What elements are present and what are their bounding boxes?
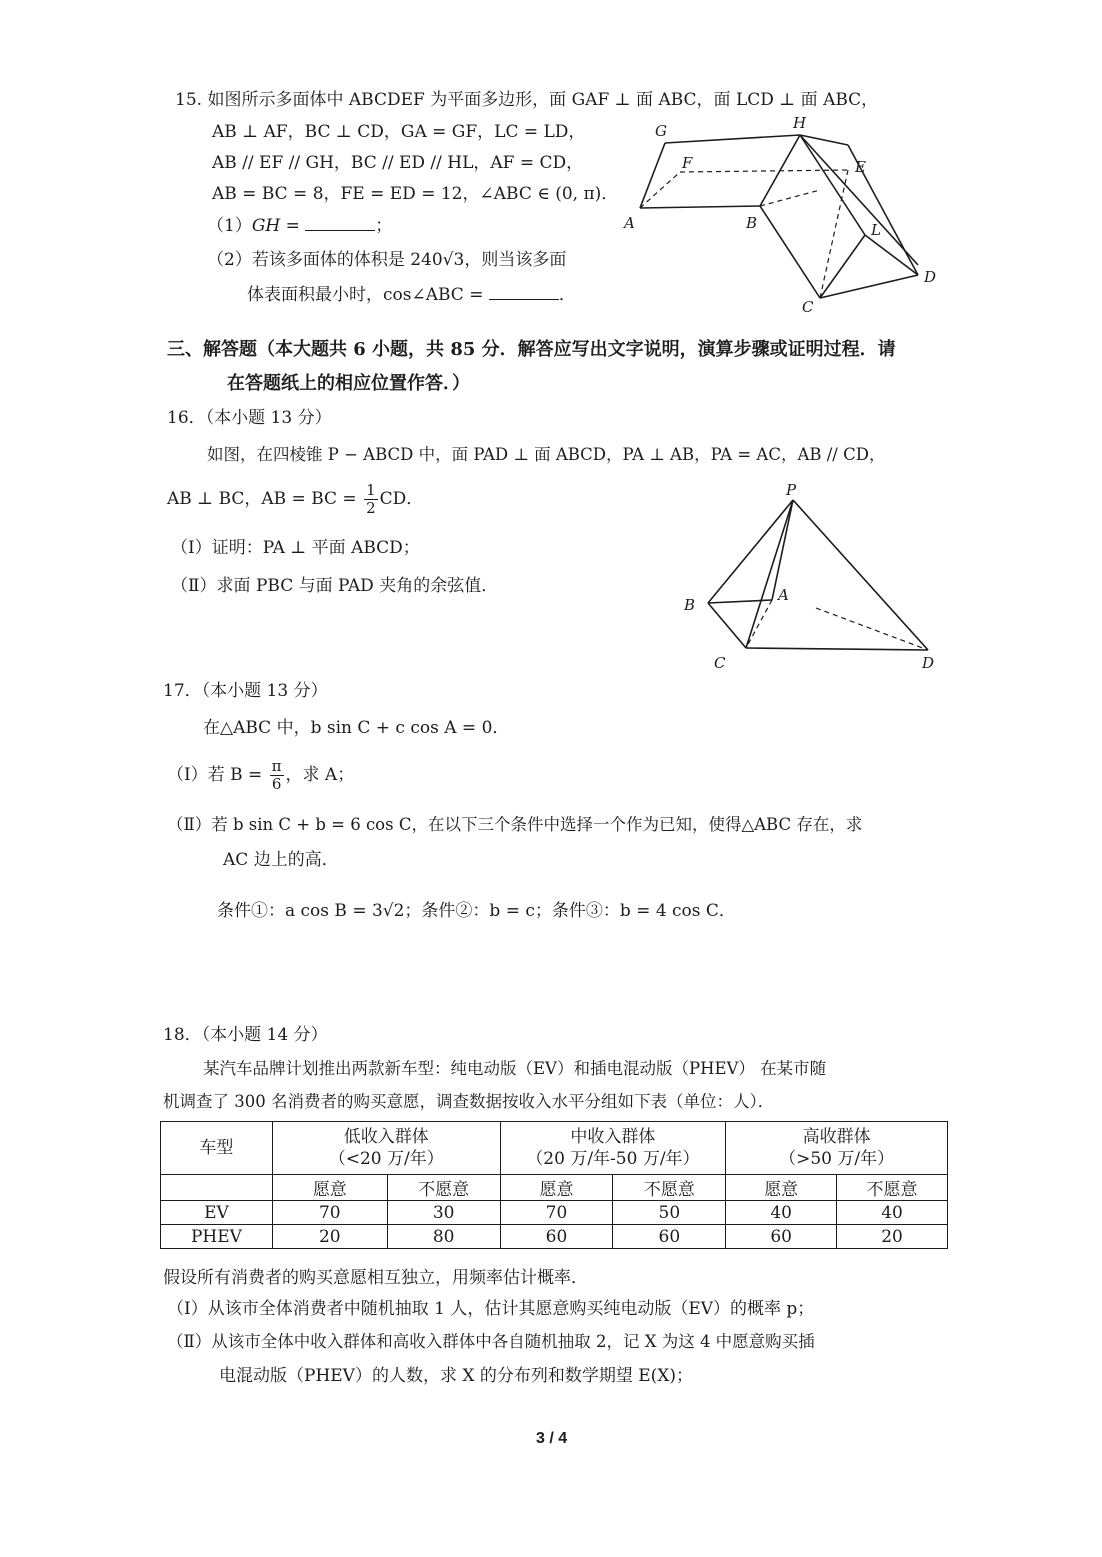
- q15-part2-answer-blank: [489, 283, 559, 300]
- q17-fraction: [270, 758, 284, 793]
- table-row-label: PHEV: [161, 1225, 273, 1249]
- q15-part1: [207, 214, 392, 238]
- q15-label-h: H: [793, 114, 807, 132]
- q16-label-c: C: [714, 654, 726, 672]
- low-willing-header: 愿意: [272, 1175, 387, 1201]
- q15-part1-suffix: ；: [375, 216, 393, 236]
- q15-part2-line2: [247, 283, 576, 307]
- q16-line2-suffix: CD．: [379, 489, 424, 509]
- q15-line1: [175, 88, 878, 112]
- q18-line1: 某汽车品牌计划推出两款新车型：纯电动版（EV）和插电混动版（PHEV） 在某市随: [203, 1059, 827, 1078]
- low-income-range: （<20 万/年）: [328, 1149, 444, 1169]
- q15-part2-prefix: 体表面积最小时，: [247, 285, 383, 305]
- q17-part2-line1: （Ⅱ）若 b sin C + b = 6 cos C，在以下三个条件中选择一个作为已知，使得△ABC 存在，求: [167, 815, 863, 834]
- q17-frac-den: 6: [271, 775, 282, 793]
- table-cell: 80: [387, 1225, 500, 1249]
- q17-header: 17．（本小题 13 分）: [163, 681, 328, 701]
- table-cell: 20: [837, 1225, 948, 1249]
- q15-label-a: A: [624, 214, 635, 232]
- q16-line2-prefix: AB ⊥ BC，AB = BC =: [167, 489, 357, 509]
- q15-label-f: F: [682, 154, 693, 172]
- q16-pyramid-figure: [676, 478, 946, 674]
- table-header-type: 车型: [161, 1122, 273, 1175]
- table-header-low-income: [272, 1122, 500, 1175]
- q16-label-a: A: [778, 586, 789, 604]
- table-cell: 50: [613, 1201, 726, 1225]
- table-row-phev: [161, 1225, 948, 1249]
- table-cell: 60: [726, 1225, 837, 1249]
- table-subheader-empty: [161, 1175, 273, 1201]
- table-cell: 60: [500, 1225, 613, 1249]
- high-unwilling-header: 不愿意: [837, 1175, 948, 1201]
- q16-label-d: D: [922, 654, 935, 672]
- q18-line2: 机调查了 300 名消费者的购买意愿，调查数据按收入水平分组如下表（单位：人）．: [163, 1092, 775, 1111]
- table-header-high-income: [726, 1122, 948, 1175]
- q15-label-b: B: [746, 214, 758, 232]
- q15-label-e: E: [855, 158, 866, 176]
- q16-part2: （Ⅱ）求面 PBC 与面 PAD 夹角的余弦值．: [171, 576, 499, 596]
- q16-frac-den: 2: [366, 499, 376, 517]
- q15-line2: AB ⊥ AF，BC ⊥ CD，GA = GF，LC = LD，: [212, 122, 586, 142]
- q15-part1-answer-blank: [305, 214, 375, 231]
- table-cell: 60: [613, 1225, 726, 1249]
- high-willing-header: 愿意: [726, 1175, 837, 1201]
- q18-header: 18．（本小题 14 分）: [163, 1025, 328, 1045]
- q16-part1: （Ⅰ）证明：PA ⊥ 平面 ABCD；: [171, 538, 420, 558]
- q15-part1-prefix: （1）: [207, 216, 252, 236]
- mid-income-range: （20 万/年-50 万/年）: [526, 1149, 700, 1169]
- q15-part2-line1: （2）若该多面体的体积是 240√3，则当该多面: [207, 250, 567, 270]
- q17-part1-prefix: （Ⅰ）若 B =: [167, 765, 263, 785]
- q18-assumption: 假设所有消费者的购买意愿相互独立，用频率估计概率．: [163, 1268, 588, 1288]
- mid-willing-header: 愿意: [500, 1175, 613, 1201]
- q15-part1-expr: GH =: [251, 216, 300, 236]
- q17-line1: 在△ABC 中，b sin C + c cos A = 0．: [203, 718, 510, 738]
- low-income-name: 低收入群体: [343, 1127, 429, 1147]
- mid-income-name: 中收入群体: [570, 1127, 656, 1147]
- table-row-ev: [161, 1201, 948, 1225]
- q15-label-g: G: [655, 122, 667, 140]
- q15-line3: AB // EF // GH，BC // ED // HL，AF = CD，: [212, 153, 584, 173]
- table-cell: 20: [272, 1225, 387, 1249]
- q15-label-l: L: [871, 221, 881, 239]
- q17-conditions: 条件①：a cos B = 3√2；条件②：b = c；条件③：b = 4 cos C．: [217, 901, 736, 921]
- high-income-range: （>50 万/年）: [779, 1149, 895, 1169]
- table-cell: 40: [837, 1201, 948, 1225]
- table-cell: 30: [387, 1201, 500, 1225]
- low-unwilling-header: 不愿意: [387, 1175, 500, 1201]
- q16-line2: [167, 482, 423, 517]
- q17-frac-num: π: [271, 757, 282, 775]
- q17-part2-line2: AC 边上的高．: [223, 850, 339, 870]
- q15-label-c: C: [802, 298, 814, 316]
- table-cell: 70: [272, 1201, 387, 1225]
- table-row-label: EV: [161, 1201, 273, 1225]
- q17-part1-suffix: ，求 A；: [285, 765, 355, 785]
- q18-part1: （Ⅰ）从该市全体消费者中随机抽取 1 人，估计其愿意购买纯电动版（EV）的概率 p；: [167, 1299, 815, 1319]
- table-subheader-row: [161, 1175, 948, 1201]
- section3-title-line1: 三、解答题（本大题共 6 小题，共 85 分．解答应写出文字说明，演算步骤或证明过程．请: [167, 339, 896, 360]
- high-income-name: 高收群体: [802, 1127, 871, 1147]
- q16-header: 16．（本小题 13 分）: [167, 408, 332, 428]
- q16-label-b: B: [684, 596, 696, 614]
- q15-number: 15.: [175, 90, 203, 110]
- mid-unwilling-header: 不愿意: [613, 1175, 726, 1201]
- q15-line4: AB = BC = 8，FE = ED = 12，∠ABC ∈ (0, π)．: [212, 184, 619, 204]
- q16-fraction: [364, 482, 378, 517]
- table-header-mid-income: [500, 1122, 726, 1175]
- q18-part2-line2: 电混动版（PHEV）的人数，求 X 的分布列和数学期望 E(X)；: [219, 1366, 694, 1386]
- q18-survey-table: [160, 1121, 948, 1249]
- q15-part2-suffix: ．: [558, 285, 576, 305]
- q15-stem-1: 如图所示多面体中 ABCDEF 为平面多边形，面 GAF ⊥ 面 ABC，面 LCD ⊥ 面 ABC，: [207, 90, 879, 110]
- table-cell: 40: [726, 1201, 837, 1225]
- q15-label-d: D: [924, 268, 937, 286]
- q16-label-p: P: [786, 481, 797, 499]
- q15-part2-expr: cos∠ABC =: [383, 285, 484, 305]
- page-number: 3 / 4: [536, 1430, 568, 1447]
- table-cell: 70: [500, 1201, 613, 1225]
- q16-line1: 如图，在四棱锥 P − ABCD 中，面 PAD ⊥ 面 ABCD，PA ⊥ AB，PA = AC，AB // CD，: [207, 445, 886, 464]
- section3-title-line2: 在答题纸上的相应位置作答．）: [227, 373, 470, 394]
- q16-frac-num: 1: [366, 481, 376, 499]
- q15-polyhedron-figure: [610, 110, 950, 320]
- q18-part2-line1: （Ⅱ）从该市全体中收入群体和高收入群体中各自随机抽取 2，记 X 为这 4 中愿意购买插: [167, 1332, 815, 1351]
- q17-part1: [167, 758, 354, 793]
